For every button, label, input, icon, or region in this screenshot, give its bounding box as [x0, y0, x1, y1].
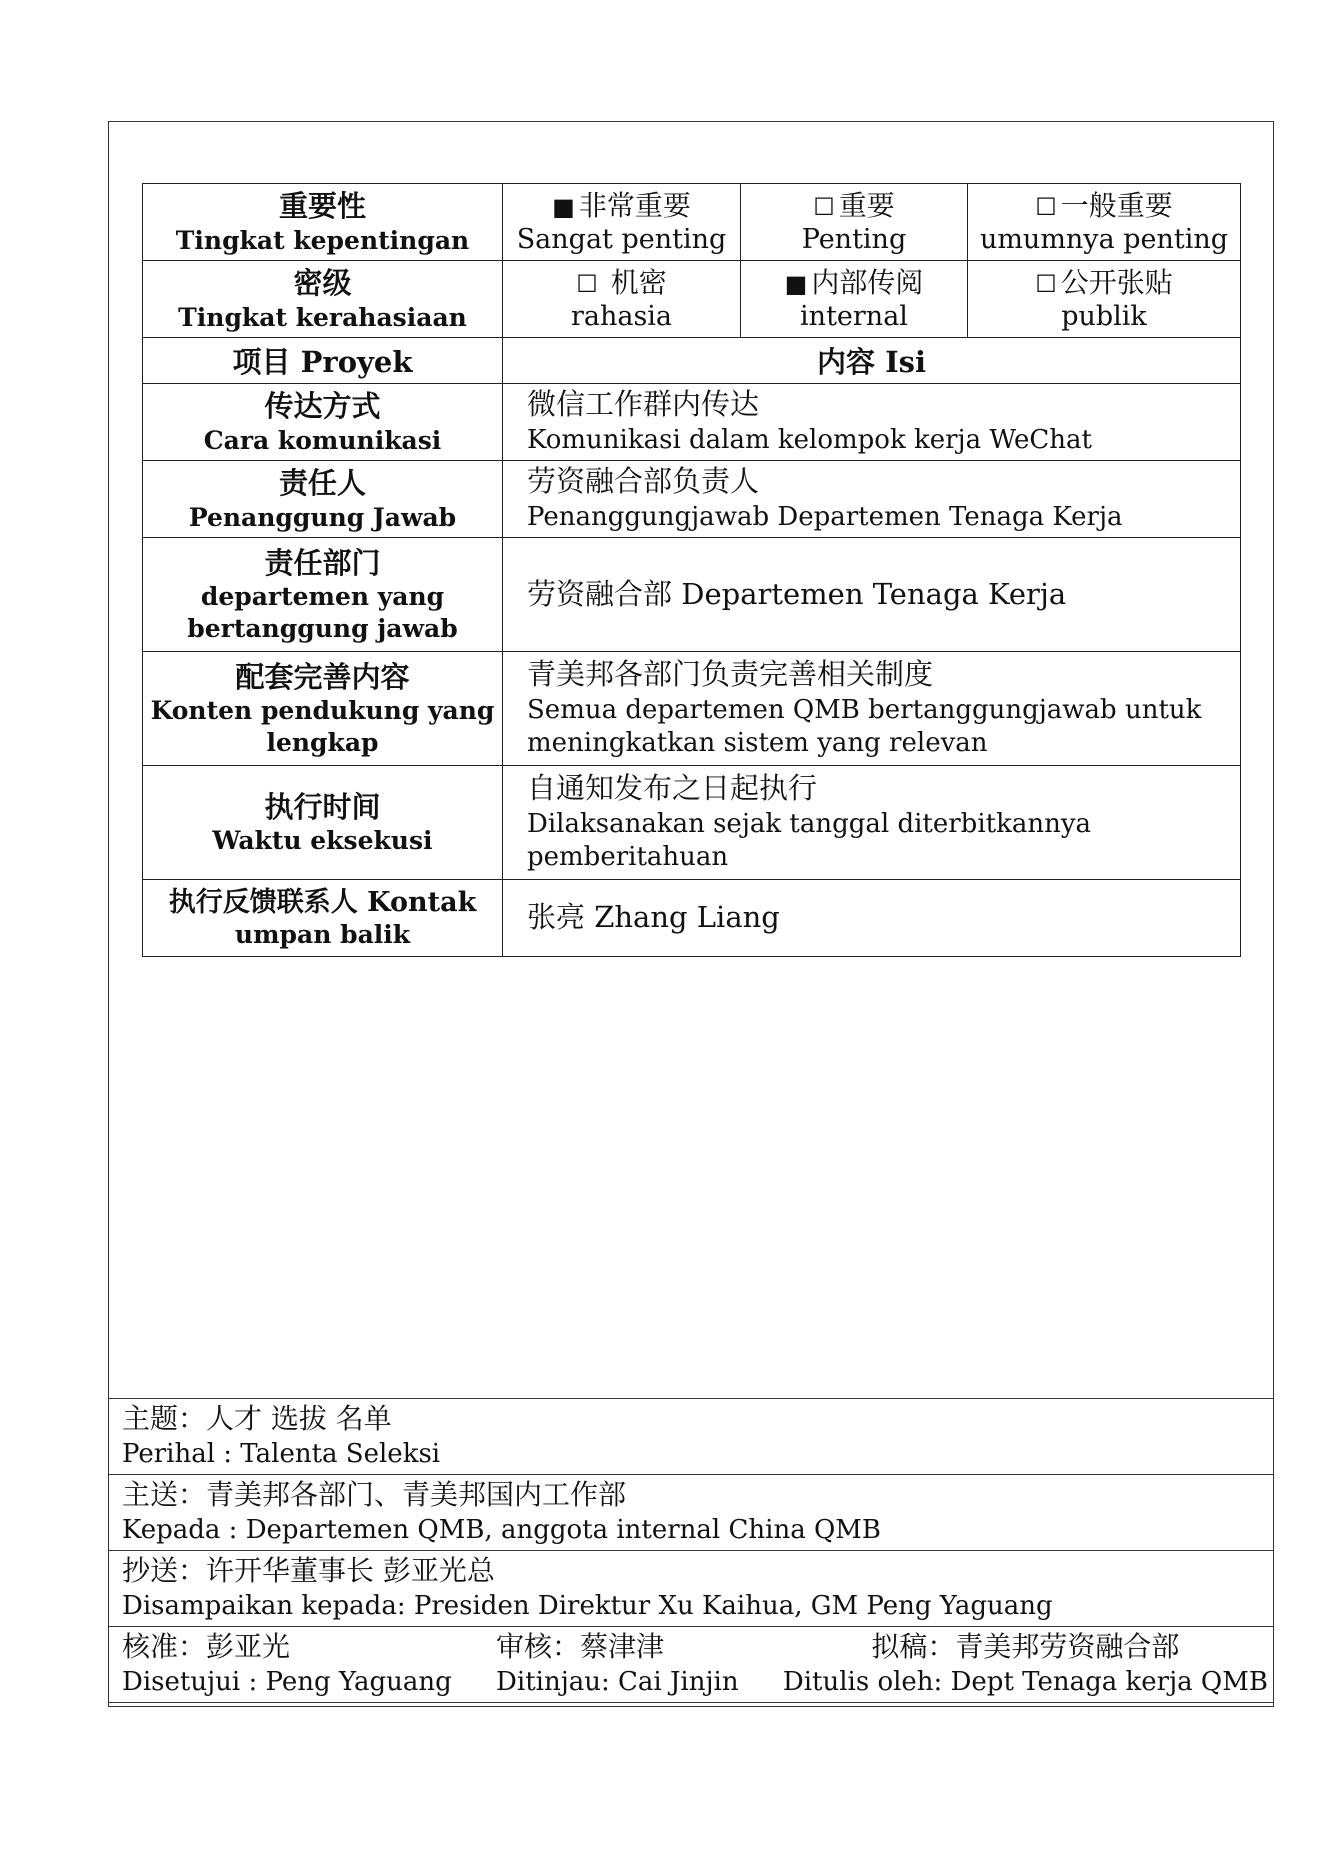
- checkbox-empty-icon[interactable]: ☐: [1035, 192, 1057, 221]
- table-row: [143, 766, 1241, 880]
- checkbox-checked-icon[interactable]: ■: [552, 192, 575, 221]
- secrecy-option-confidential[interactable]: ☐ 机密 rahasia: [503, 261, 741, 338]
- recipient-row: [108, 1475, 1274, 1551]
- importance-option-important[interactable]: ☐ 重要 Penting: [741, 184, 968, 261]
- subject-row: [108, 1399, 1274, 1475]
- row-label: 执行时间 Waktu eksekusi: [143, 766, 503, 880]
- recipient-zh: 主送：青美邦各部门、青美邦国内工作部: [122, 1478, 627, 1512]
- row-label: 执行反馈联系人 Kontak umpan balik: [143, 880, 503, 957]
- approved-block: 核准：彭亚光 Disetujui : Peng Yaguang: [122, 1630, 452, 1697]
- row-content: 劳资融合部负责人 Penanggungjawab Departemen Tenaga Kerja: [503, 461, 1241, 538]
- row-content: 劳资融合部 Departemen Tenaga Kerja: [503, 538, 1241, 652]
- project-header: 项目 Proyek: [143, 338, 503, 384]
- checkbox-empty-icon[interactable]: ☐: [813, 192, 835, 221]
- importance-option-general[interactable]: ☐ 一般重要 umumnya penting: [968, 184, 1241, 261]
- importance-option-very[interactable]: ■ 非常重要 Sangat penting: [503, 184, 741, 261]
- checkbox-empty-icon[interactable]: ☐: [1035, 269, 1057, 298]
- row-content: 青美邦各部门负责完善相关制度 Semua departemen QMB bertanggungjawab untuk meningkatkan sistem yang relevan: [503, 652, 1241, 766]
- table-row: [143, 538, 1241, 652]
- checkbox-checked-icon[interactable]: ■: [784, 269, 808, 298]
- secrecy-option-public[interactable]: ☐ 公开张贴 publik: [968, 261, 1241, 338]
- table-row: [143, 384, 1241, 461]
- secrecy-option-internal[interactable]: ■ 内部传阅 internal: [741, 261, 968, 338]
- table-row: [143, 880, 1241, 957]
- recipient-id: Kepada : Departemen QMB, anggota internal China QMB: [122, 1514, 882, 1545]
- subject-zh: 主题：人才 选拔 名单: [122, 1402, 392, 1436]
- cc-id: Disampaikan kepada: Presiden Direktur Xu Kaihua, GM Peng Yaguang: [122, 1590, 1053, 1621]
- header-row: [143, 338, 1241, 384]
- notice-table: [142, 183, 1241, 957]
- cc-row: [108, 1551, 1274, 1627]
- row-label: 责任部门 departemen yang bertanggung jawab: [143, 538, 503, 652]
- signature-row: [108, 1627, 1274, 1703]
- subject-id: Perihal : Talenta Seleksi: [122, 1438, 441, 1469]
- footer-table: [108, 1398, 1274, 1703]
- content-header: 内容 Isi: [503, 338, 1241, 384]
- importance-row: [143, 184, 1241, 261]
- secrecy-label: 密级 Tingkat kerahasiaan: [143, 261, 503, 338]
- table-row: [143, 652, 1241, 766]
- checkbox-empty-icon[interactable]: ☐: [576, 269, 598, 298]
- row-label: 配套完善内容 Konten pendukung yang lengkap: [143, 652, 503, 766]
- table-row: [143, 461, 1241, 538]
- secrecy-row: [143, 261, 1241, 338]
- row-content: 张亮 Zhang Liang: [503, 880, 1241, 957]
- row-label: 传达方式 Cara komunikasi: [143, 384, 503, 461]
- reviewed-block: 审核：蔡津津 Ditinjau: Cai Jinjin: [496, 1630, 739, 1697]
- importance-label: 重要性 Tingkat kepentingan: [143, 184, 503, 261]
- row-content: 微信工作群内传达 Komunikasi dalam kelompok kerja WeChat: [503, 384, 1241, 461]
- drafted-block: 拟稿：青美邦劳资融合部 Ditulis oleh: Dept Tenaga kerja QMB: [782, 1630, 1268, 1697]
- row-content: 自通知发布之日起执行 Dilaksanakan sejak tanggal diterbitkannya pemberitahuan: [503, 766, 1241, 880]
- cc-zh: 抄送：许开华董事长 彭亚光总: [122, 1554, 495, 1588]
- row-label: 责任人 Penanggung Jawab: [143, 461, 503, 538]
